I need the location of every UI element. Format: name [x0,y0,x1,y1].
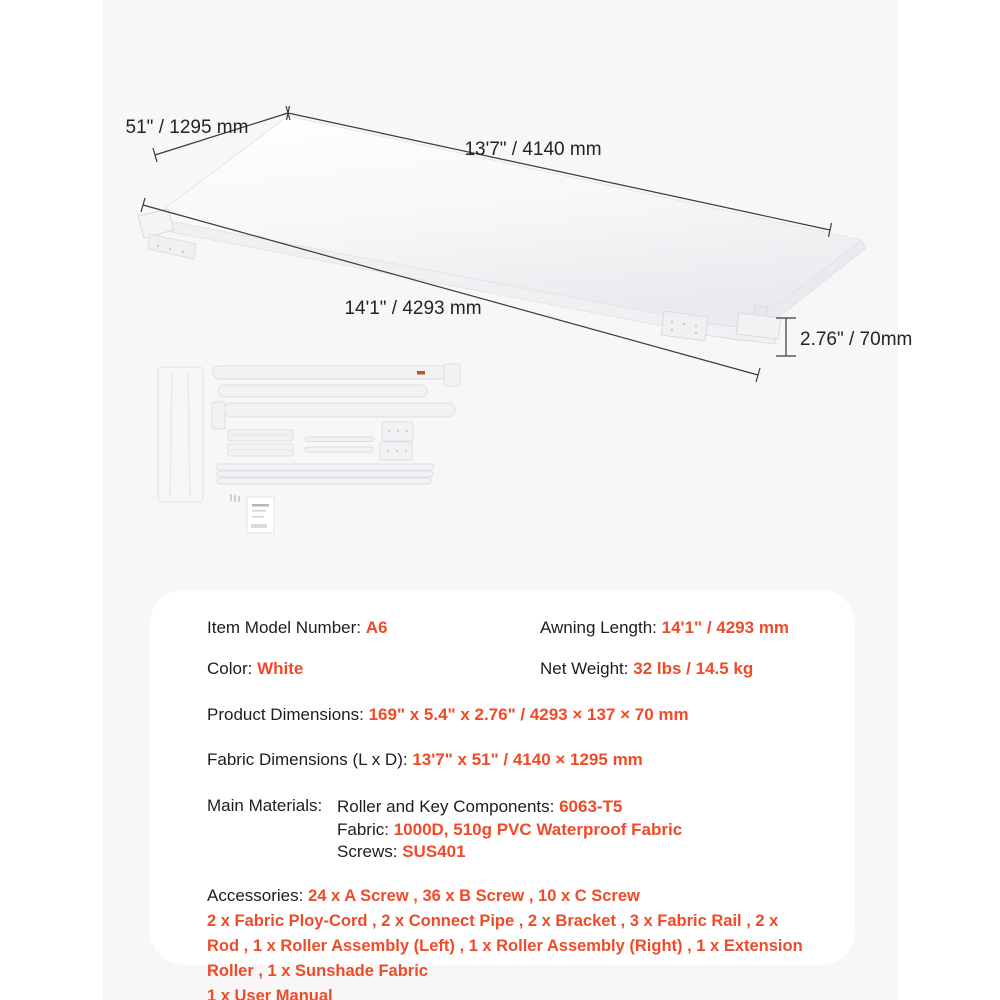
extension-roller [218,385,427,397]
material-fabric-value: 1000D, 510g PVC Waterproof Fabric [393,819,683,839]
material-line [337,796,682,817]
accessories-line-1 [207,883,813,909]
spec-awning-length [540,618,789,638]
material-fabric-label: Fabric: [337,819,389,839]
brackets [380,422,413,460]
dim-width-label: 51" / 1295 mm [125,117,249,138]
main-materials-lines [337,796,682,864]
accessories-label: Accessories: [207,885,304,905]
accessories-manual-value: 1 x User Manual [207,986,333,1000]
roller-assembly-right [213,364,460,386]
main-materials-label: Main Materials: [207,796,323,815]
material-line [337,819,682,840]
screws [230,494,240,502]
material-line [337,841,682,862]
fabric-rail-short [228,430,293,456]
spec-panel [150,590,855,1000]
spec-product-dimensions [207,705,813,725]
spec-accessories [207,883,813,1000]
material-screws-value: SUS401 [402,842,466,861]
spec-color [207,659,540,679]
roller-assembly-left [212,402,455,429]
item-model-label: Item Model Number: [207,618,361,637]
dimension-height [776,318,912,356]
dim-bottom-length-label: 14'1" / 4293 mm [344,298,482,319]
material-screws-label: Screws: [337,842,398,861]
fabric-rails-long [216,464,434,484]
dim-top-length-label: 13'7" / 4140 mm [464,139,602,160]
product-dimensions-value: 169" x 5.4" x 2.76" / 4293 × 137 × 70 mm [368,705,689,724]
dim-height-label: 2.76" / 70mm [800,329,913,350]
awning-length-value: 14'1" / 4293 mm [661,618,790,637]
awning-length-label: Awning Length: [540,618,657,637]
net-weight-value: 32 lbs / 14.5 kg [633,659,754,678]
spec-net-weight [540,659,753,679]
accessories-items-value: 2 x Fabric Ploy-Cord , 2 x Connect Pipe , 2 x Bracket , 3 x Fabric Rail , 2 x Rod , 1 x Roller Assembly (Left) , 1 x Roller Assembly (Right) , 1 x Extension Roller , 1 x Sunshade Fabric [207,911,803,980]
item-model-value: A6 [365,618,388,637]
fabric-dimensions-label: Fabric Dimensions (L x D): [207,750,408,769]
parts-kit [158,364,460,533]
material-roller-label: Roller and Key Components: [337,797,555,816]
fabric-dimensions-value: 13'7" x 51" / 4140 × 1295 mm [412,750,643,769]
material-roller-value: 6063-T5 [559,797,623,816]
spec-row-2 [207,659,813,679]
sunshade-fabric-folded [158,367,203,502]
spec-item-model [207,618,540,638]
net-weight-label: Net Weight: [540,659,629,678]
spec-fabric-dimensions [207,750,813,770]
color-value: White [257,659,304,678]
awning-fabric [0,0,866,341]
spec-row-1 [207,618,813,638]
user-manual [247,497,274,533]
product-dimensions-label: Product Dimensions: [207,705,364,724]
accessories-screws-value: 24 x A Screw , 36 x B Screw , 10 x C Screw [308,886,640,905]
color-label: Color: [207,659,253,678]
spec-main-materials [207,796,813,864]
connect-pipes [305,437,374,452]
